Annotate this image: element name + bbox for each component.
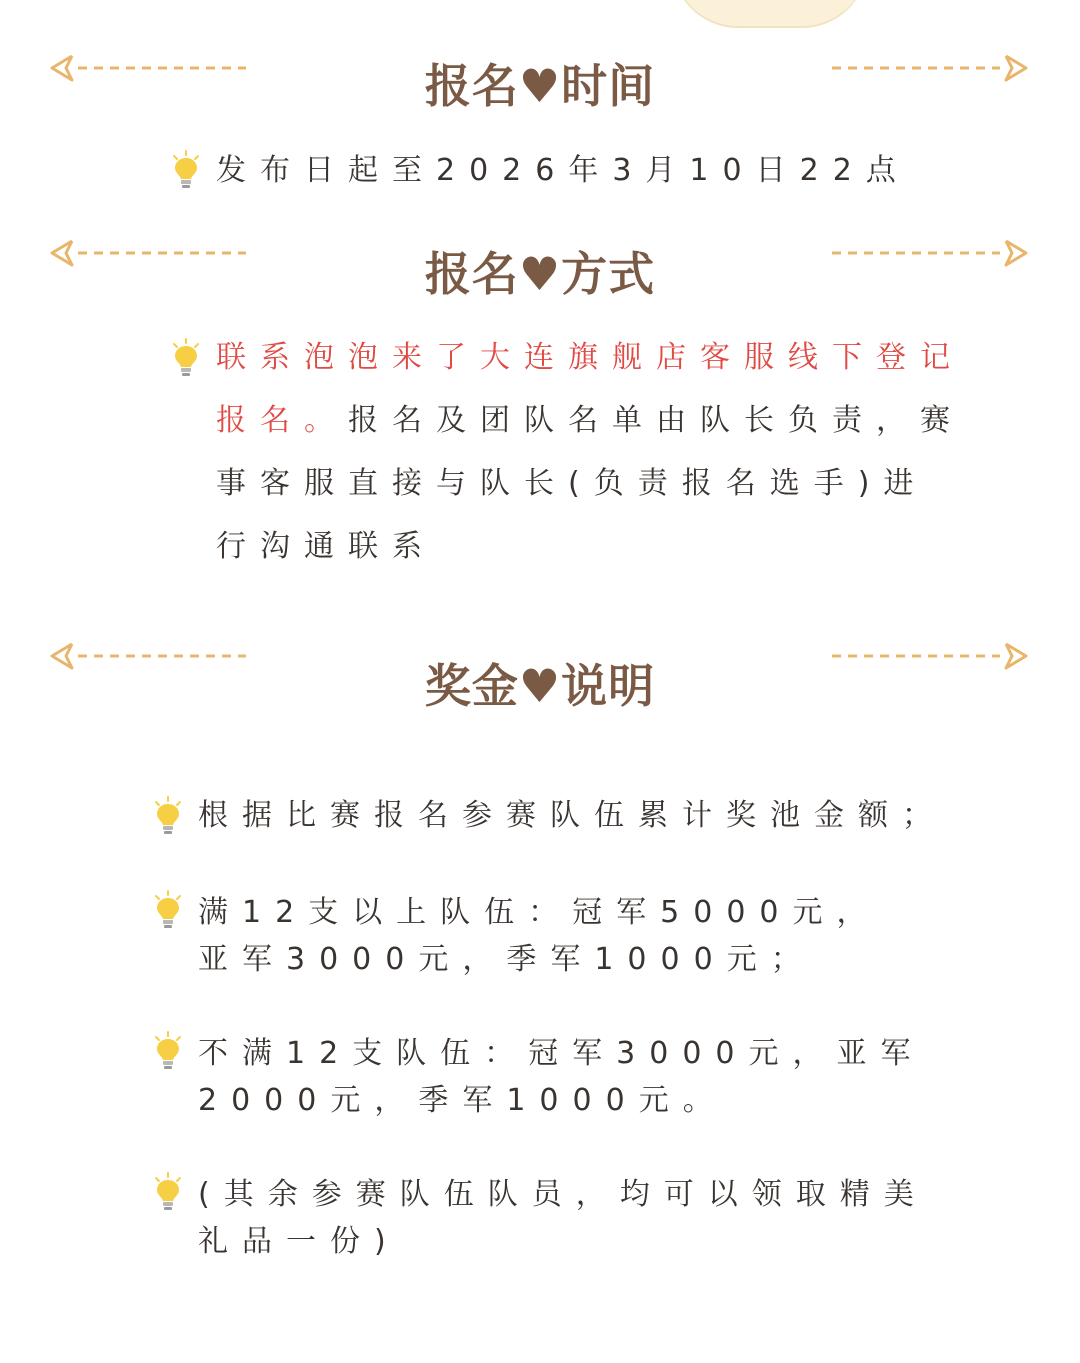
prize-item: (其余参赛队伍队员，均可以领取精美礼品一份) — [198, 1177, 928, 1259]
lightbulb-icon — [170, 338, 202, 378]
section-title-signup-time: 报名♥时间 — [424, 59, 656, 113]
lightbulb-icon — [152, 890, 184, 930]
prize-item: 满12支以上队伍：冠军5000元， 亚军3000元，季军1000元； — [198, 895, 881, 977]
signup-method-body: 报名及团队名单由队长负责，赛事客服直接与队长(负责报名选手)进行沟通联系 — [216, 403, 964, 564]
prize-item: 根据比赛报名参赛队伍累计奖池金额； — [198, 798, 946, 833]
lightbulb-icon — [152, 796, 184, 836]
signup-time-text: 发布日起至2026年3月10日22点 — [216, 153, 910, 188]
section-title-prize: 奖金♥说明 — [424, 659, 656, 713]
lightbulb-icon — [152, 1031, 184, 1071]
lightbulb-icon — [152, 1172, 184, 1212]
section-title-signup-method: 报名♥方式 — [424, 247, 656, 301]
arrow-right-icon — [832, 235, 1032, 271]
arrow-right-icon — [832, 638, 1032, 674]
lightbulb-icon — [170, 150, 202, 190]
signup-method-text — [216, 326, 966, 578]
arrow-right-icon — [832, 50, 1032, 86]
header-cloud-decoration — [672, 0, 868, 26]
prize-item: 不满12支队伍：冠军3000元，亚军2000元，季军1000元。 — [198, 1036, 925, 1118]
signup-method-highlight: 联系泡泡来了大连旗舰店客服线下登记报名。 — [216, 340, 964, 438]
